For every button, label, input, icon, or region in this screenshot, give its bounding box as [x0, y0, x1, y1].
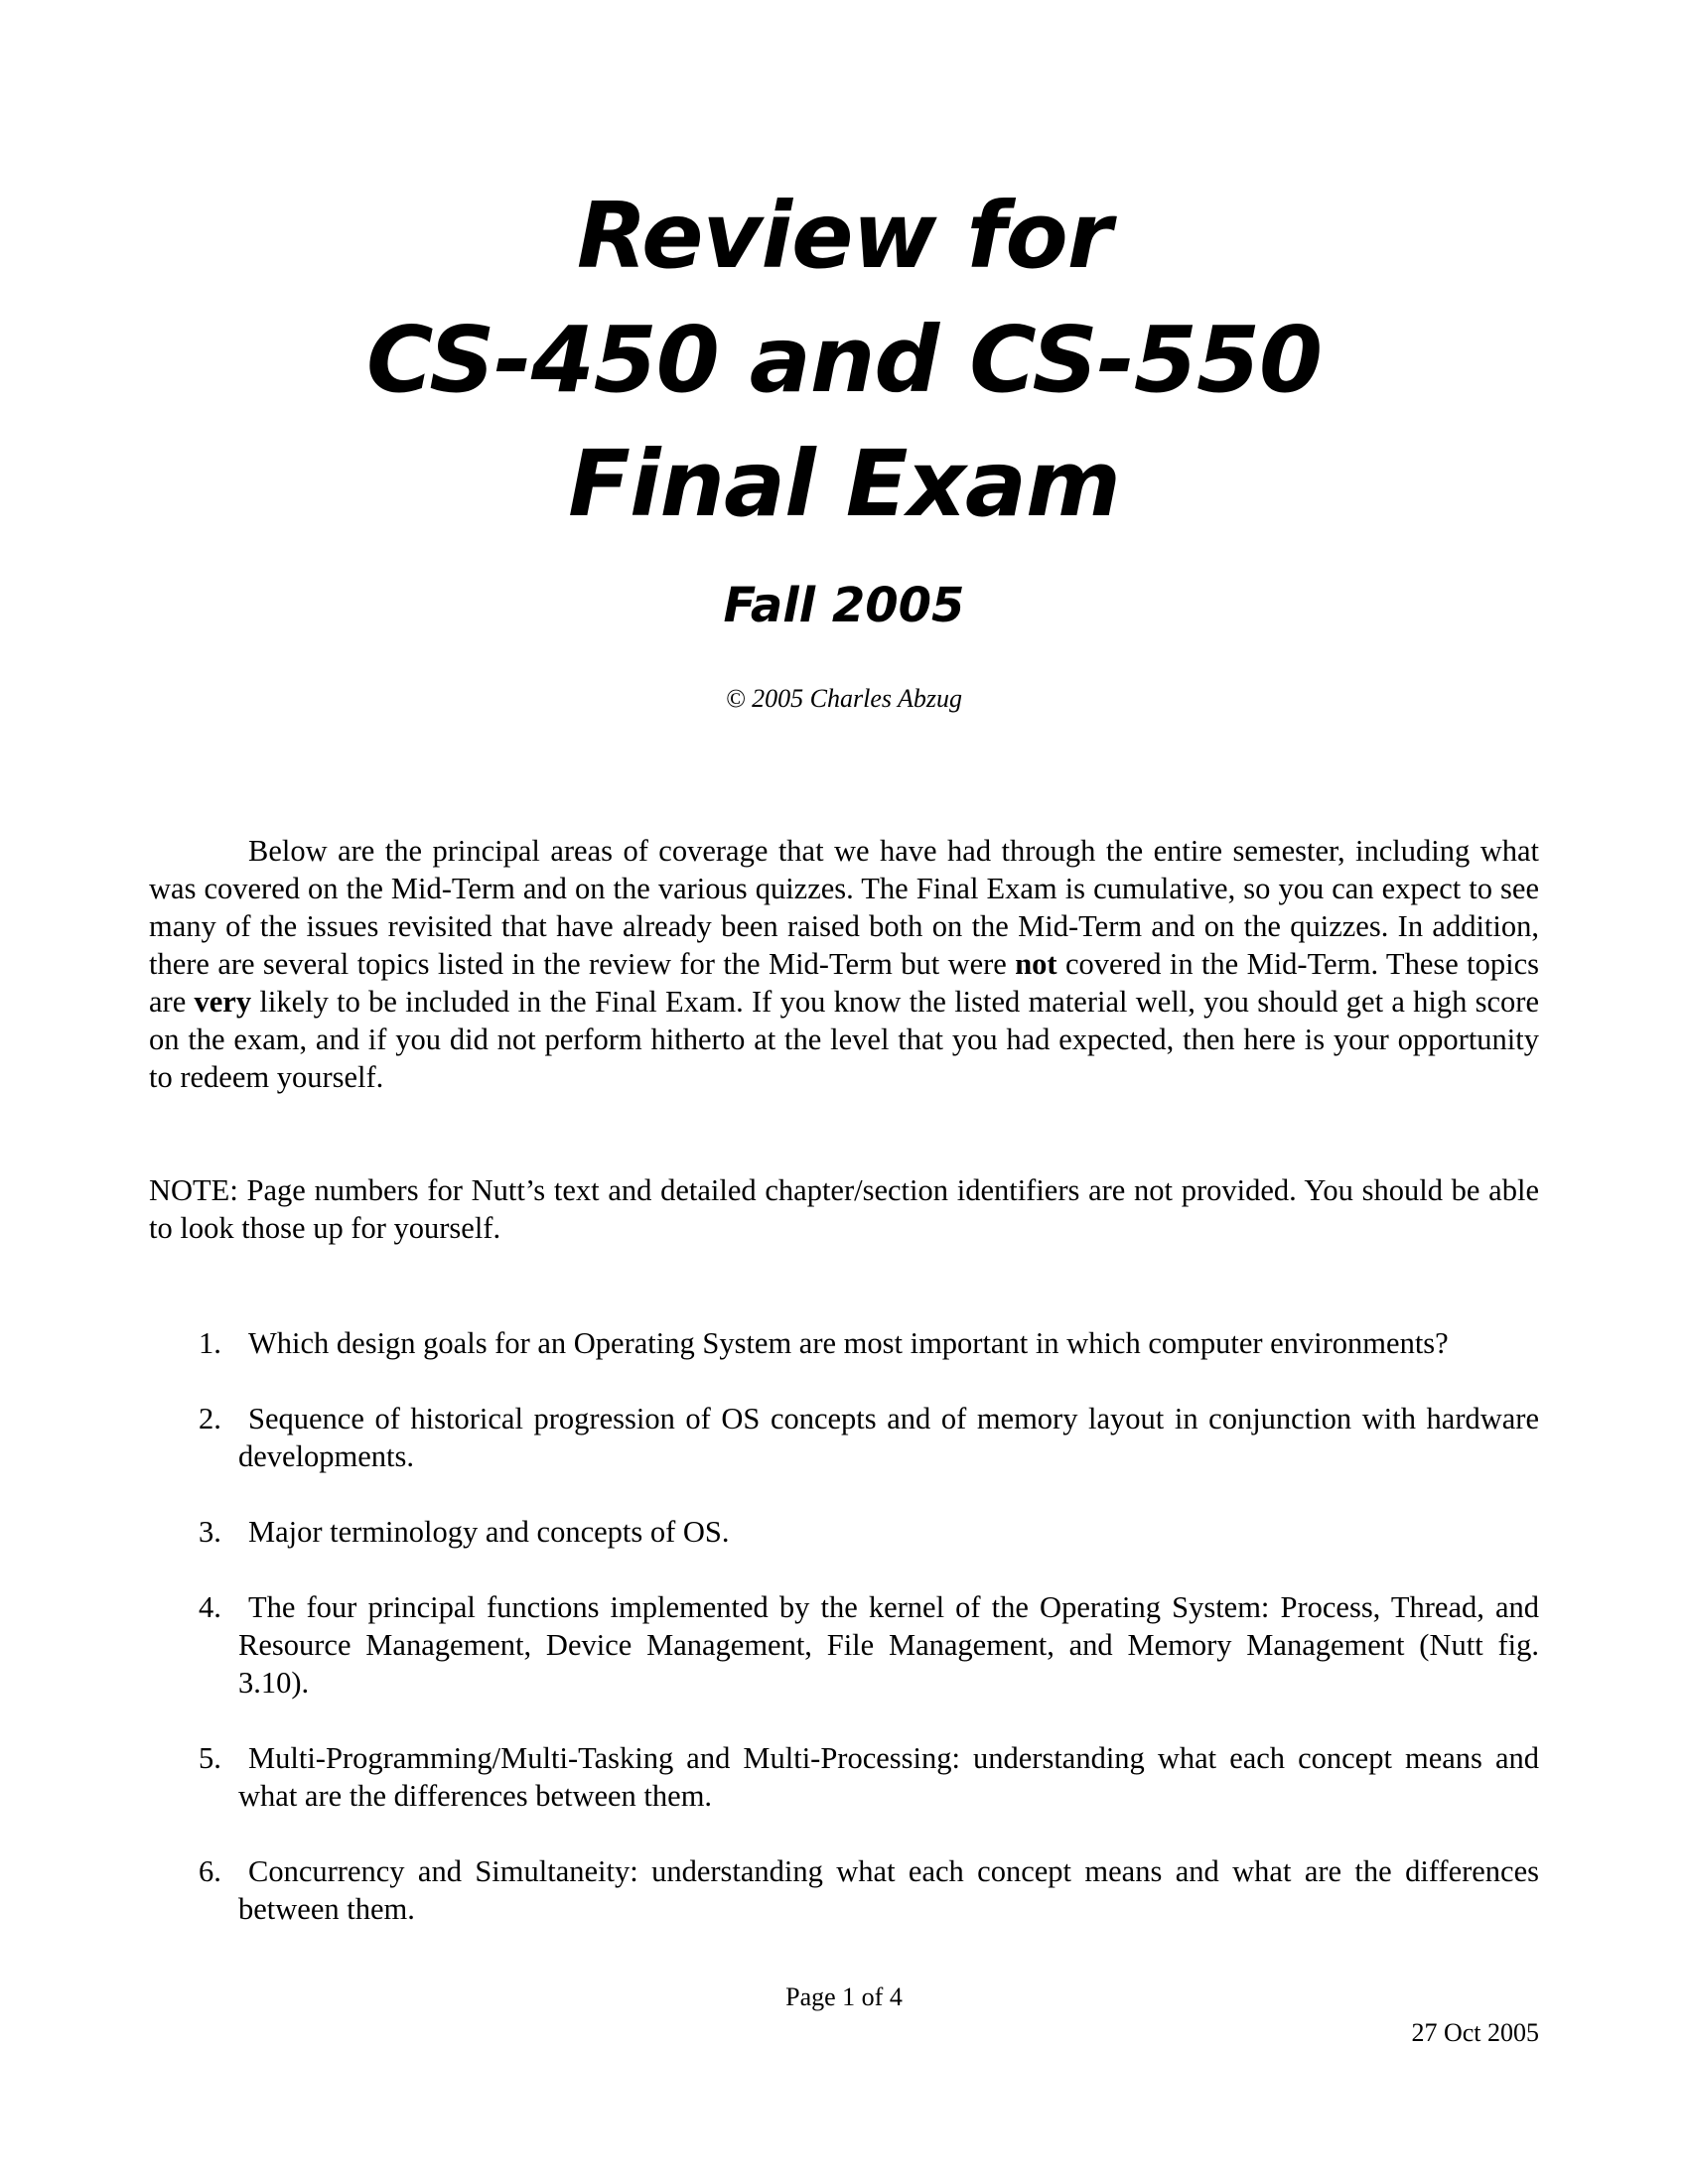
review-topic-list — [149, 1324, 1539, 1966]
list-item-number: 2. — [199, 1402, 221, 1435]
intro-emphasis-not: not — [1015, 947, 1057, 981]
list-item-number: 6. — [199, 1854, 221, 1888]
copyright-notice: © 2005 Charles Abzug — [725, 684, 963, 713]
list-item — [149, 1324, 1539, 1362]
list-item-text: The four principal functions implemented by the kernel of the Operating System: Process, Thread, and Resource Management, Device Management, File Management, and Memory Management (Nutt fig. 3.10). — [238, 1590, 1539, 1700]
list-item — [149, 1513, 1539, 1551]
intro-paragraph — [149, 832, 1539, 1096]
title-line-2: CS-450 and CS-550 — [366, 307, 1322, 413]
list-item — [149, 1588, 1539, 1702]
title-line-1: Review for — [576, 183, 1112, 289]
footer-date: 27 Oct 2005 — [1411, 2018, 1539, 2047]
title-line-3: Final Exam — [568, 431, 1120, 537]
intro-text-1: Below are the principal areas of coverage that we have had through the entire semester, including what was covered on the Mid-Term and on the various quizzes. The Final Exam is cumulative, so you can expect to see many of the issues revisited that have already been raised both on the Mid-Term and on the quizzes. In addition, there are several topics listed in the review for the Mid-Term but were — [149, 834, 1539, 981]
document-title — [0, 174, 1688, 546]
intro-emphasis-very: very — [194, 985, 252, 1019]
list-item — [149, 1400, 1539, 1475]
list-item-text: Sequence of historical progression of OS concepts and of memory layout in conjunction with hardware developments. — [238, 1402, 1539, 1473]
list-item-text: Which design goals for an Operating System are most important in which computer environments? — [248, 1326, 1449, 1360]
list-item-number: 4. — [199, 1590, 221, 1624]
term-subtitle: Fall 2005 — [723, 578, 965, 633]
list-item-text: Multi-Programming/Multi-Tasking and Multi-Processing: understanding what each concept means and what are the differences between them. — [238, 1741, 1539, 1813]
list-item-text: Major terminology and concepts of OS. — [248, 1515, 730, 1549]
list-item-number: 5. — [199, 1741, 221, 1775]
list-item-text: Concurrency and Simultaneity: understanding what each concept means and what are the differences between them. — [238, 1854, 1539, 1926]
list-item-number: 1. — [199, 1326, 221, 1360]
intro-text-3: likely to be included in the Final Exam. If you know the listed material well, you should get a high score on the exam, and if you did not perform hitherto at the level that you had expected, then here is your opportunity to redeem yourself. — [149, 985, 1540, 1094]
intro-text-2: covered in the Mid-Term. These topics are — [149, 947, 1539, 1019]
page-number: Page 1 of 4 — [785, 1982, 903, 2011]
list-item — [149, 1852, 1539, 1928]
list-item-number: 3. — [199, 1515, 221, 1549]
note-paragraph: NOTE: Page numbers for Nutt’s text and detailed chapter/section identifiers are not provided. You should be able to look those up for yourself. — [149, 1173, 1539, 1245]
list-item — [149, 1739, 1539, 1815]
